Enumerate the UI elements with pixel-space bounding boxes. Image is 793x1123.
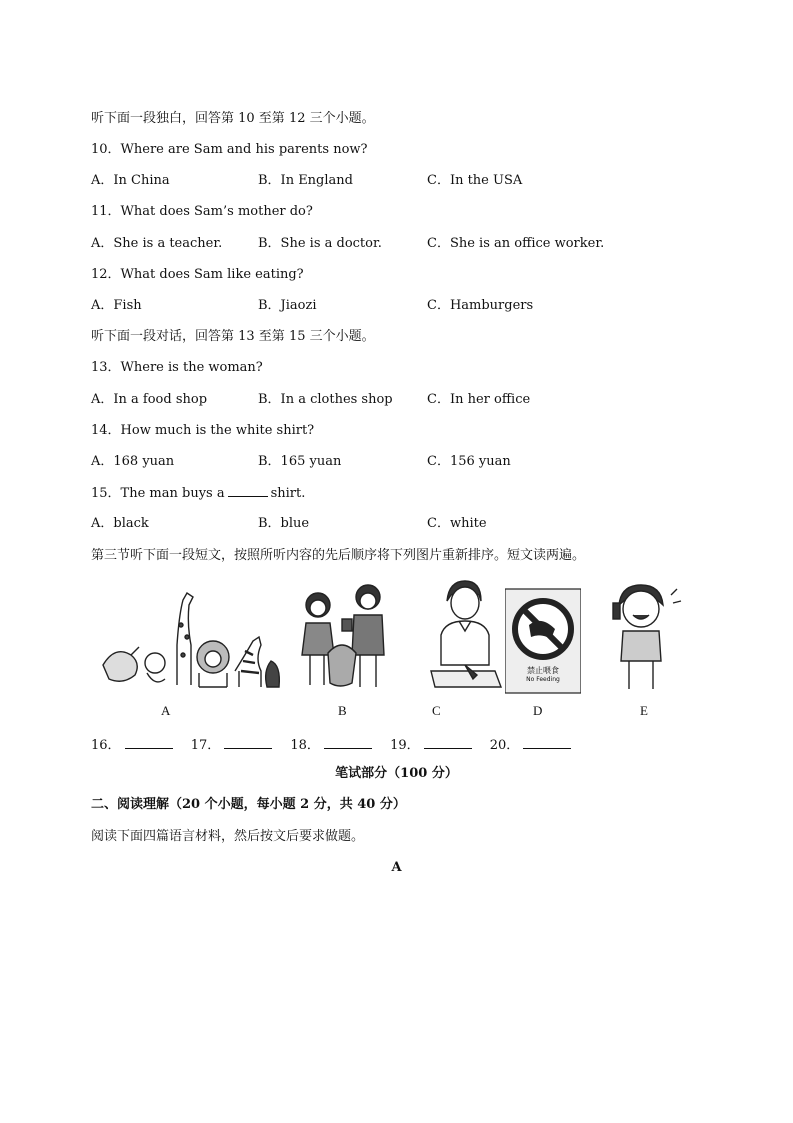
q12-option-b: B．Jiaozi	[258, 298, 317, 313]
q11-option-b: B．She is a doctor.	[258, 236, 382, 251]
picture-c-writing	[425, 575, 505, 695]
blank-label-19: 19．	[390, 738, 420, 753]
question-10: 10．Where are Sam and his parents now?	[91, 142, 368, 157]
answer-blank-20[interactable]	[523, 736, 571, 749]
blank-label-20: 20．	[489, 738, 520, 753]
question-15	[91, 484, 305, 503]
answer-blank[interactable]	[228, 484, 268, 497]
answer-blank-17[interactable]	[224, 736, 272, 749]
picture-b-children	[290, 575, 400, 695]
answer-blank-18[interactable]	[324, 736, 372, 749]
picture-label-d: D	[533, 703, 543, 718]
q13-option-a: A．In a food shop	[91, 392, 208, 407]
question-11: 11．What does Sam’s mother do?	[91, 204, 313, 219]
q10-option-c: C．In the USA	[427, 173, 523, 188]
q14-option-c: C．156 yuan	[427, 454, 511, 469]
sign-text-bottom: No Feeding	[526, 676, 560, 683]
q15-option-c: C．white	[427, 516, 487, 531]
q10-option-b: B．In England	[258, 173, 353, 188]
part3-intro: 第三节听下面一段短文，按照所听内容的先后顺序将下列图片重新排序。短文读两遍。	[91, 548, 586, 563]
q13-option-b: B．In a clothes shop	[258, 392, 393, 407]
q15-stem-after: shirt.	[270, 486, 306, 501]
section-intro-monologue: 听下面一段独白，回答第 10 至第 12 三个小题。	[91, 111, 375, 126]
answer-blank-19[interactable]	[424, 736, 472, 749]
picture-label-c: C	[432, 703, 441, 718]
answer-blank-16[interactable]	[125, 736, 173, 749]
question-14: 14．How much is the white shirt?	[91, 423, 315, 438]
q12-option-c: C．Hamburgers	[427, 298, 534, 313]
q12-option-a: A．Fish	[91, 298, 142, 313]
picture-a-animals	[95, 575, 285, 695]
blank-label-16: 16．	[91, 738, 121, 753]
q15-stem-before: 15．The man buys a	[91, 486, 225, 501]
q14-option-a: A．168 yuan	[91, 454, 175, 469]
question-13: 13．Where is the woman?	[91, 360, 263, 375]
picture-label-e: E	[640, 703, 648, 718]
passage-label: A	[391, 860, 402, 875]
picture-e-boy-phone	[595, 575, 695, 695]
q15-option-a: A．black	[91, 516, 149, 531]
picture-strip	[95, 575, 695, 700]
picture-label-b: B	[338, 703, 347, 718]
reading-section-title: 二、阅读理解（20 个小题，每小题 2 分，共 40 分）	[91, 797, 406, 812]
picture-label-a: A	[161, 703, 171, 718]
q11-option-a: A．She is a teacher.	[91, 236, 223, 251]
blank-label-18: 18．	[290, 738, 320, 753]
q15-option-b: B．blue	[258, 516, 310, 531]
q10-option-a: A．In China	[91, 173, 170, 188]
section-intro-dialogue: 听下面一段对话，回答第 13 至第 15 三个小题。	[91, 329, 375, 344]
picture-d-sign	[505, 575, 581, 695]
q11-option-c: C．She is an office worker.	[427, 236, 605, 251]
answer-blanks	[91, 734, 585, 753]
q13-option-c: C．In her office	[427, 392, 531, 407]
q14-option-b: B．165 yuan	[258, 454, 342, 469]
reading-intro: 阅读下面四篇语言材料，然后按文后要求做题。	[91, 829, 365, 844]
blank-label-17: 17．	[190, 738, 221, 753]
question-12: 12．What does Sam like eating?	[91, 267, 304, 282]
written-part-title: 笔试部分（100 分）	[335, 766, 458, 781]
sign-text-top: 禁止喂食	[527, 666, 559, 675]
